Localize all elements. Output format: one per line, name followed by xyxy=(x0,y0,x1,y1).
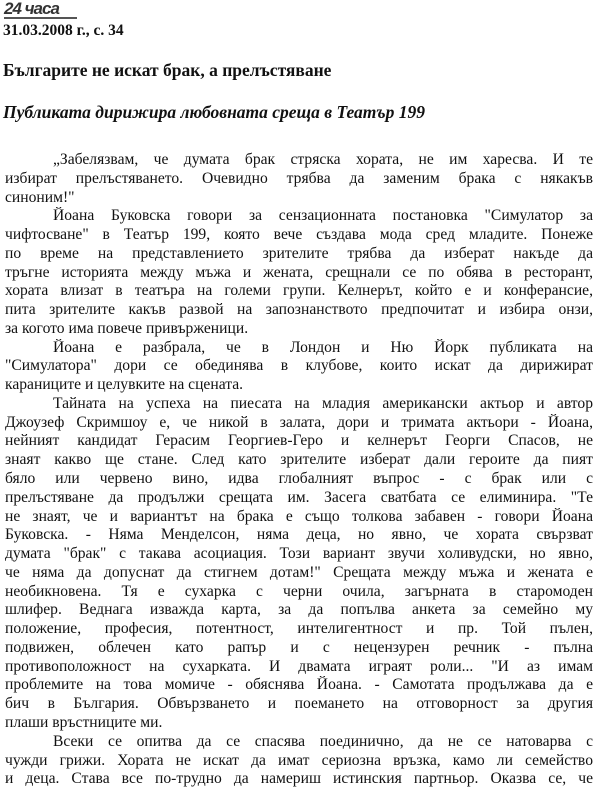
text-line: Буковска. - Няма Менделсон, няма деца, но явно, че хората свързват xyxy=(5,526,593,544)
text-line: противоположност на сухарката. И двамата играят роли... "И аз имам xyxy=(5,657,593,675)
text-line: хората влизат в театъра на големи групи. Келнерът, който е и конферансие, xyxy=(5,282,593,300)
article-paragraph xyxy=(5,207,593,338)
text-line: "Симулатора" дори се обединява в клубове, които искат да дирижират xyxy=(5,357,593,375)
text-line: прелъстяване да продължи срещата им. Засега сватбата се елиминира. "Те xyxy=(5,488,593,506)
text-line: бич в България. Обвързването и поемането на отговорност за другия xyxy=(5,695,593,713)
text-line: проблемите на това момиче - обяснява Йоана. - Самотата продължава да е xyxy=(5,676,593,694)
newspaper-logo: 24 часа xyxy=(4,0,77,19)
text-line: пита зрителите какъв развой на запознанството предпочитат и избира онзи, xyxy=(5,301,593,319)
text-line: караниците и целувките на сцената. xyxy=(5,376,244,394)
text-line: избират прелъстяването. Очевидно трябва да заменим брака с някакъв xyxy=(5,169,593,187)
text-line: не знаят, че и вариантът на брака е също толкова забавен - говори Йоана xyxy=(5,507,593,525)
text-line: че няма да допуснат да стигнем дотам!" Срещата между мъжа и жената е xyxy=(5,563,593,581)
text-line: Тайната на успеха на пиесата на младия американски актьор и автор xyxy=(53,394,593,412)
text-line: необикновена. Тя е сухарка с черни очила, загърната в старомоден xyxy=(5,582,593,600)
article-title: Българите не искат брак, а прелъстяване xyxy=(3,60,332,80)
article-subtitle: Публиката дирижира любовната среща в Театър 199 xyxy=(3,102,426,122)
article-paragraph xyxy=(5,151,593,207)
text-line: Всеки се опитва да се спасява поединично, да не се натоварва с xyxy=(53,732,593,750)
text-line: бяло или червено вино, идва глобалният въпрос - с брак или с xyxy=(5,470,593,488)
article-paragraph xyxy=(5,395,593,733)
text-line: за когото има повече привърженици. xyxy=(5,319,249,337)
text-line: подвижен, облечен като рапър и с нецензурен речник - пълна xyxy=(5,638,593,656)
text-line: знаят какво ще стане. След като зрителите изберат дали героите да пият xyxy=(5,451,593,469)
text-line: „Забелязвам, че думата брак стряска хората, не им харесва. И те xyxy=(53,151,593,168)
text-line: шлифер. Веднага изважда карта, за да попълва анкета за семейно му xyxy=(5,601,593,619)
text-line: и деца. Става все по-трудно да намериш истинския партньор. Оказва се, че xyxy=(5,770,593,788)
text-line: чужди грижи. Хората не искат да имат сериозна връзка, камо ли семейство xyxy=(5,751,593,769)
text-line: думата "брак" с такава асоциация. Този вариант звучи холивудски, но явно, xyxy=(5,545,593,563)
text-line: Джоузеф Скримшоу е, че никой в залата, дори и тримата актьори - Йоана, xyxy=(5,413,593,431)
text-line: нейният кандидат Герасим Георгиев-Геро и келнерът Георги Спасов, не xyxy=(5,432,593,450)
text-line: синоним!" xyxy=(5,188,75,206)
text-line: чифтосване" в Театър 199, която вече създава мода сред младите. Понеже xyxy=(5,226,593,244)
text-line: положение, професия, потентност, интелигентност и пр. Той пълен, xyxy=(5,620,593,638)
text-line: тръгне историята между мъжа и жената, срещнали се по обява в ресторант, xyxy=(5,263,593,281)
article-body xyxy=(5,151,593,789)
publication-date: 31.03.2008 г., с. 34 xyxy=(3,22,124,39)
text-line: плаши връстниците ми. xyxy=(5,713,163,731)
text-line: Йоана Буковска говори за сензационната постановка "Симулатор за xyxy=(53,207,593,225)
text-line: по време на представлението зрителите трябва да изберат накъде да xyxy=(5,244,593,262)
text-line: Йоана е разбрала, че в Лондон и Ню Йорк публиката на xyxy=(53,338,593,356)
article-paragraph xyxy=(5,339,593,395)
article-paragraph xyxy=(5,733,593,789)
